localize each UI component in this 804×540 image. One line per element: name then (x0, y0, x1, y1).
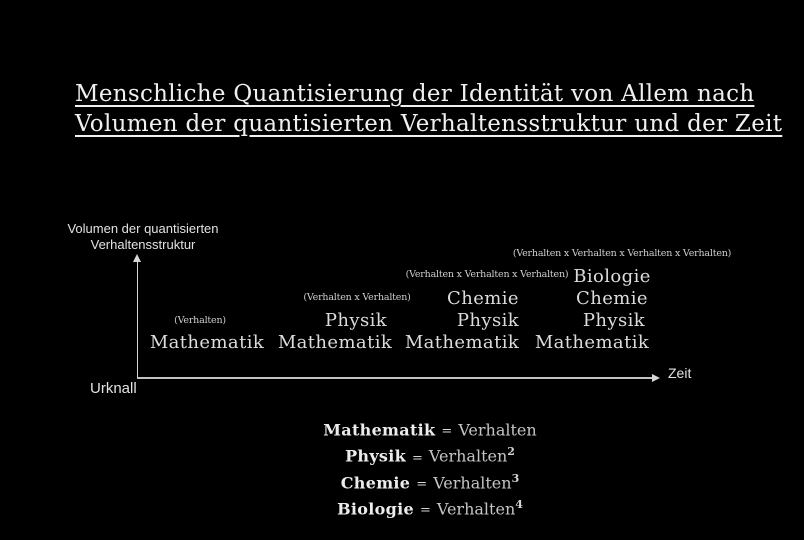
page-title-line-1: Menschliche Quantisierung der Identität von Allem nach (75, 81, 755, 107)
equals-sign: = (419, 503, 431, 519)
col3-level-chemie: Chemie (447, 288, 519, 309)
col3-caption: (Verhalten x Verhalten x Verhalten) (405, 269, 569, 280)
col4-level-chemie: Chemie (576, 288, 648, 309)
legend-row-biologie (280, 495, 580, 521)
equals-sign: = (412, 450, 423, 466)
equals-sign: = (416, 476, 428, 492)
col2-level-physik: Physik (324, 310, 388, 331)
legend-term: Chemie (340, 472, 411, 492)
legend-value: Verhalten (428, 446, 508, 466)
legend-row-chemie (280, 469, 580, 495)
legend-exponent: 4 (515, 497, 523, 511)
legend-row-mathematik (280, 416, 580, 442)
legend-term: Mathematik (323, 420, 436, 440)
legend-exponent: 3 (511, 471, 520, 485)
legend-term: Biologie (337, 499, 414, 519)
y-axis-line (137, 262, 139, 378)
legend-value: Verhalten (433, 472, 512, 492)
col1-caption: (Verhalten) (174, 315, 226, 326)
col3-level-physik: Physik (456, 310, 520, 331)
col2-caption: (Verhalten x Verhalten) (303, 292, 411, 303)
col2-level-mathematik: Mathematik (277, 332, 393, 353)
legend (280, 416, 580, 521)
col4-level-biologie: Biologie (573, 266, 651, 287)
col4-level-physik: Physik (582, 310, 646, 331)
legend-term: Physik (345, 446, 406, 466)
page-title (75, 79, 782, 139)
col1-level-mathematik: Mathematik (149, 332, 265, 353)
y-axis-label-line-2: Verhaltensstruktur (90, 237, 196, 252)
col3-level-mathematik: Mathematik (404, 332, 520, 353)
legend-value: Verhalten (436, 499, 516, 519)
legend-row-physik (280, 442, 580, 468)
y-axis-arrowhead-icon (133, 254, 141, 262)
x-axis-line (137, 377, 653, 379)
equals-sign: = (441, 424, 453, 440)
col4-caption: (Verhalten x Verhalten x Verhalten x Verhalten) (512, 248, 732, 259)
y-axis-label (48, 221, 238, 253)
x-axis-arrowhead-icon (652, 374, 660, 382)
x-axis-label: Zeit (668, 365, 692, 381)
legend-exponent: 2 (507, 445, 515, 459)
origin-label: Urknall (90, 380, 137, 397)
page-title-line-2: Volumen der quantisierten Verhaltensstruktur und der Zeit (75, 111, 783, 137)
legend-value: Verhalten (458, 420, 537, 440)
col4-level-mathematik: Mathematik (534, 332, 650, 353)
y-axis-label-line-1: Volumen der quantisierten (67, 221, 219, 236)
